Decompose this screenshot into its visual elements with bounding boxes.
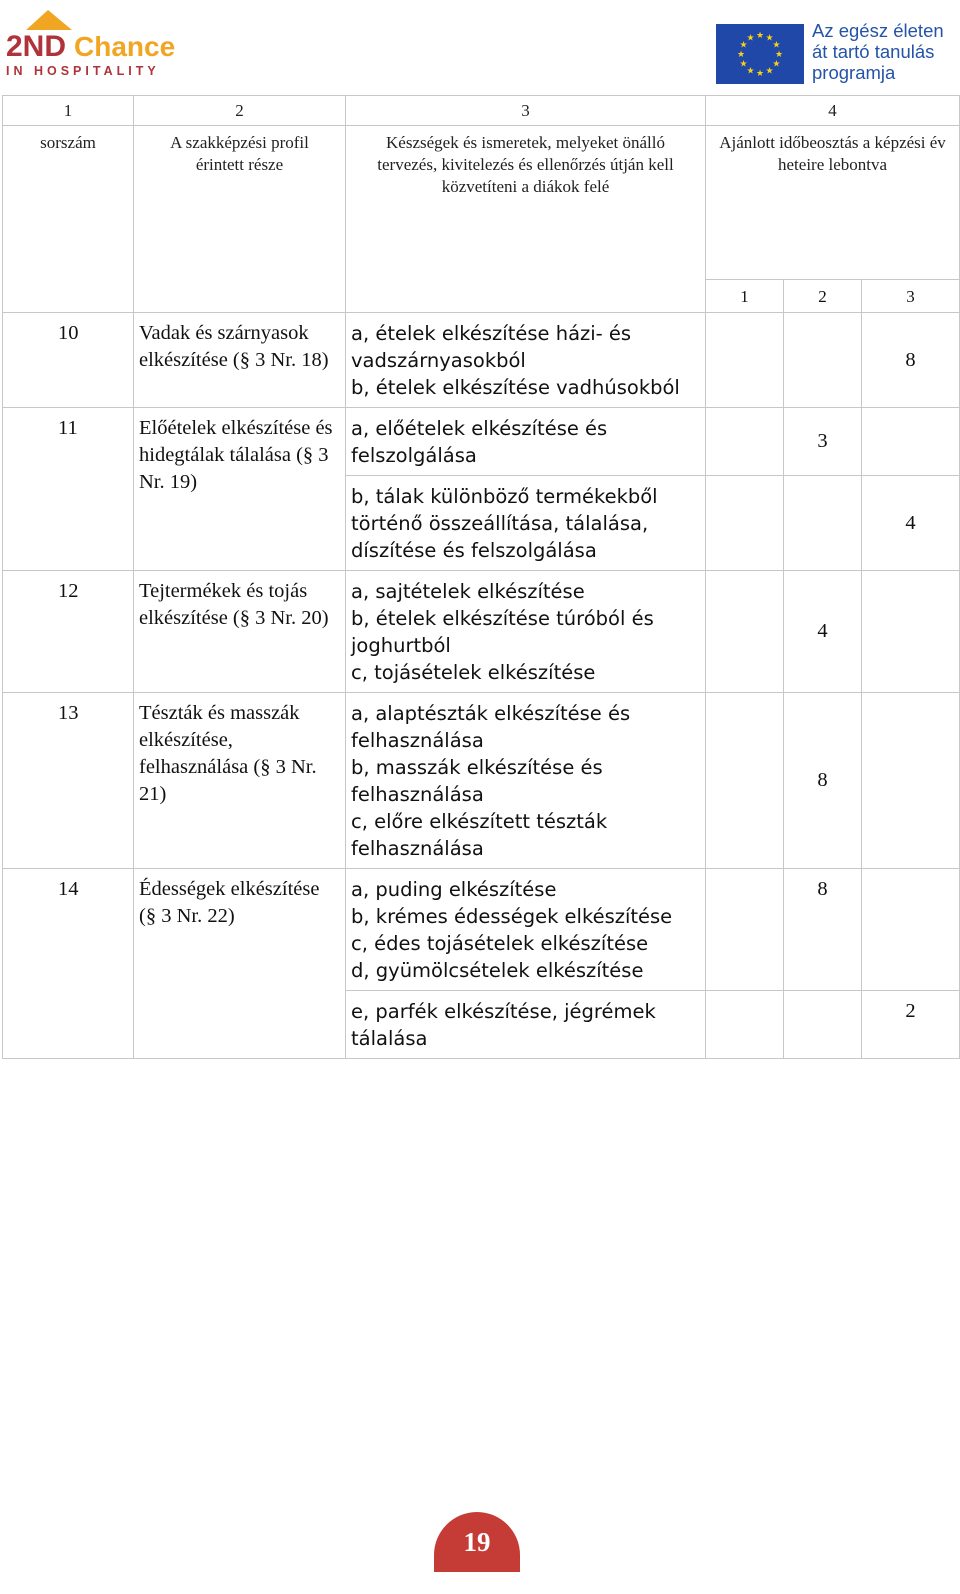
column-number-row xyxy=(3,96,960,126)
table-row xyxy=(3,408,960,476)
col-num-3: 3 xyxy=(346,96,706,126)
week-1-value xyxy=(706,313,784,408)
week-1-value xyxy=(706,408,784,476)
row-skills: a, puding elkészítése b, krémes édességek elkészítése c, édes tojásételek elkészítése d, gyümölcsételek elkészítése xyxy=(346,869,706,991)
eu-program-text xyxy=(812,20,944,83)
eu-star-icon: ★ xyxy=(739,59,748,70)
eu-star-icon: ★ xyxy=(746,33,755,44)
header-profile-part: A szakképzési profil érintett része xyxy=(134,126,346,313)
week-2-value: 3 xyxy=(784,408,862,476)
curriculum-table xyxy=(2,95,960,1059)
week-2-value: 8 xyxy=(784,869,862,991)
week-1-value xyxy=(706,476,784,571)
eu-lifelong-learning-logo xyxy=(716,18,956,84)
row-number: 13 xyxy=(3,693,134,869)
eu-star-icon: ★ xyxy=(772,59,781,70)
row-skills: a, ételek elkészítése házi- és vadszárnyasokból b, ételek elkészítése vadhúsokból xyxy=(346,313,706,408)
table-row xyxy=(3,313,960,408)
eu-star-icon: ★ xyxy=(774,50,784,60)
week-3-value xyxy=(862,571,960,693)
logo-2nd-text: 2ND xyxy=(6,30,67,63)
row-topic: Tejtermékek és tojás elkészítése (§ 3 Nr. 20) xyxy=(134,571,346,693)
row-number: 10 xyxy=(3,313,134,408)
row-topic: Tészták és masszák elkészítése, felhasználása (§ 3 Nr. 21) xyxy=(134,693,346,869)
eu-line-1: Az egész életen xyxy=(812,20,944,41)
week-1-value xyxy=(706,869,784,991)
2nd-chance-logo xyxy=(4,8,176,80)
eu-star-icon: ★ xyxy=(765,66,774,77)
col-num-4: 4 xyxy=(706,96,960,126)
eu-line-3: programja xyxy=(812,62,896,83)
week-2-value: 8 xyxy=(784,693,862,869)
eu-star-icon: ★ xyxy=(736,50,746,60)
eu-star-icon: ★ xyxy=(755,31,765,41)
week-3-value xyxy=(862,869,960,991)
week-2-value xyxy=(784,313,862,408)
logo-hospitality-text: IN HOSPITALITY xyxy=(6,64,160,78)
header-schedule: Ajánlott időbeosztás a képzési év heteire lebontva xyxy=(706,126,960,280)
week-2-value xyxy=(784,991,862,1059)
week-3-value: 4 xyxy=(862,476,960,571)
eu-star-icon: ★ xyxy=(772,40,781,51)
week-3-value: 8 xyxy=(862,313,960,408)
row-skills: a, sajtételek elkészítése b, ételek elkészítése túróból és joghurtból c, tojásételek elkészítése xyxy=(346,571,706,693)
header-skills: Készségek és ismeretek, melyeket önálló tervezés, kivitelezés és ellenőrzés útján kell közvetíteni a diákok felé xyxy=(346,126,706,313)
week-3-value xyxy=(862,693,960,869)
week-2-value xyxy=(784,476,862,571)
logo-chance-text: Chance xyxy=(74,31,176,62)
row-topic: Édességek elkészítése (§ 3 Nr. 22) xyxy=(134,869,346,1059)
row-skills: e, parfék elkészítése, jégrémek tálalása xyxy=(346,991,706,1059)
page-number-badge: 19 xyxy=(434,1512,520,1572)
row-number: 11 xyxy=(3,408,134,571)
eu-star-icon: ★ xyxy=(765,33,774,44)
week-3: 3 xyxy=(862,280,960,313)
eu-flag-icon xyxy=(716,24,804,84)
row-number: 14 xyxy=(3,869,134,1059)
week-1-value xyxy=(706,571,784,693)
week-2-value: 4 xyxy=(784,571,862,693)
week-3-value: 2 xyxy=(862,991,960,1059)
week-2: 2 xyxy=(784,280,862,313)
row-topic: Előételek elkészítése és hidegtálak tálalása (§ 3 Nr. 19) xyxy=(134,408,346,571)
header-row xyxy=(3,126,960,280)
week-1: 1 xyxy=(706,280,784,313)
header-sorszam: sorszám xyxy=(3,126,134,313)
row-skills: a, előételek elkészítése és felszolgálása xyxy=(346,408,706,476)
row-skills: b, tálak különböző termékekből történő összeállítása, tálalása, díszítése és felszolgálása xyxy=(346,476,706,571)
table-row xyxy=(3,693,960,869)
week-1-value xyxy=(706,991,784,1059)
table-row xyxy=(3,869,960,991)
eu-line-2: át tartó tanulás xyxy=(812,41,935,62)
eu-star-icon: ★ xyxy=(755,69,765,79)
eu-star-icon: ★ xyxy=(746,66,755,77)
row-number: 12 xyxy=(3,571,134,693)
eu-star-icon: ★ xyxy=(739,40,748,51)
col-num-1: 1 xyxy=(3,96,134,126)
row-topic: Vadak és szárnyasok elkészítése (§ 3 Nr. 18) xyxy=(134,313,346,408)
row-skills: a, alaptészták elkészítése és felhasználása b, masszák elkészítése és felhasználása c, előre elkészített tészták felhasználása xyxy=(346,693,706,869)
col-num-2: 2 xyxy=(134,96,346,126)
table-row xyxy=(3,571,960,693)
week-3-value xyxy=(862,408,960,476)
week-1-value xyxy=(706,693,784,869)
